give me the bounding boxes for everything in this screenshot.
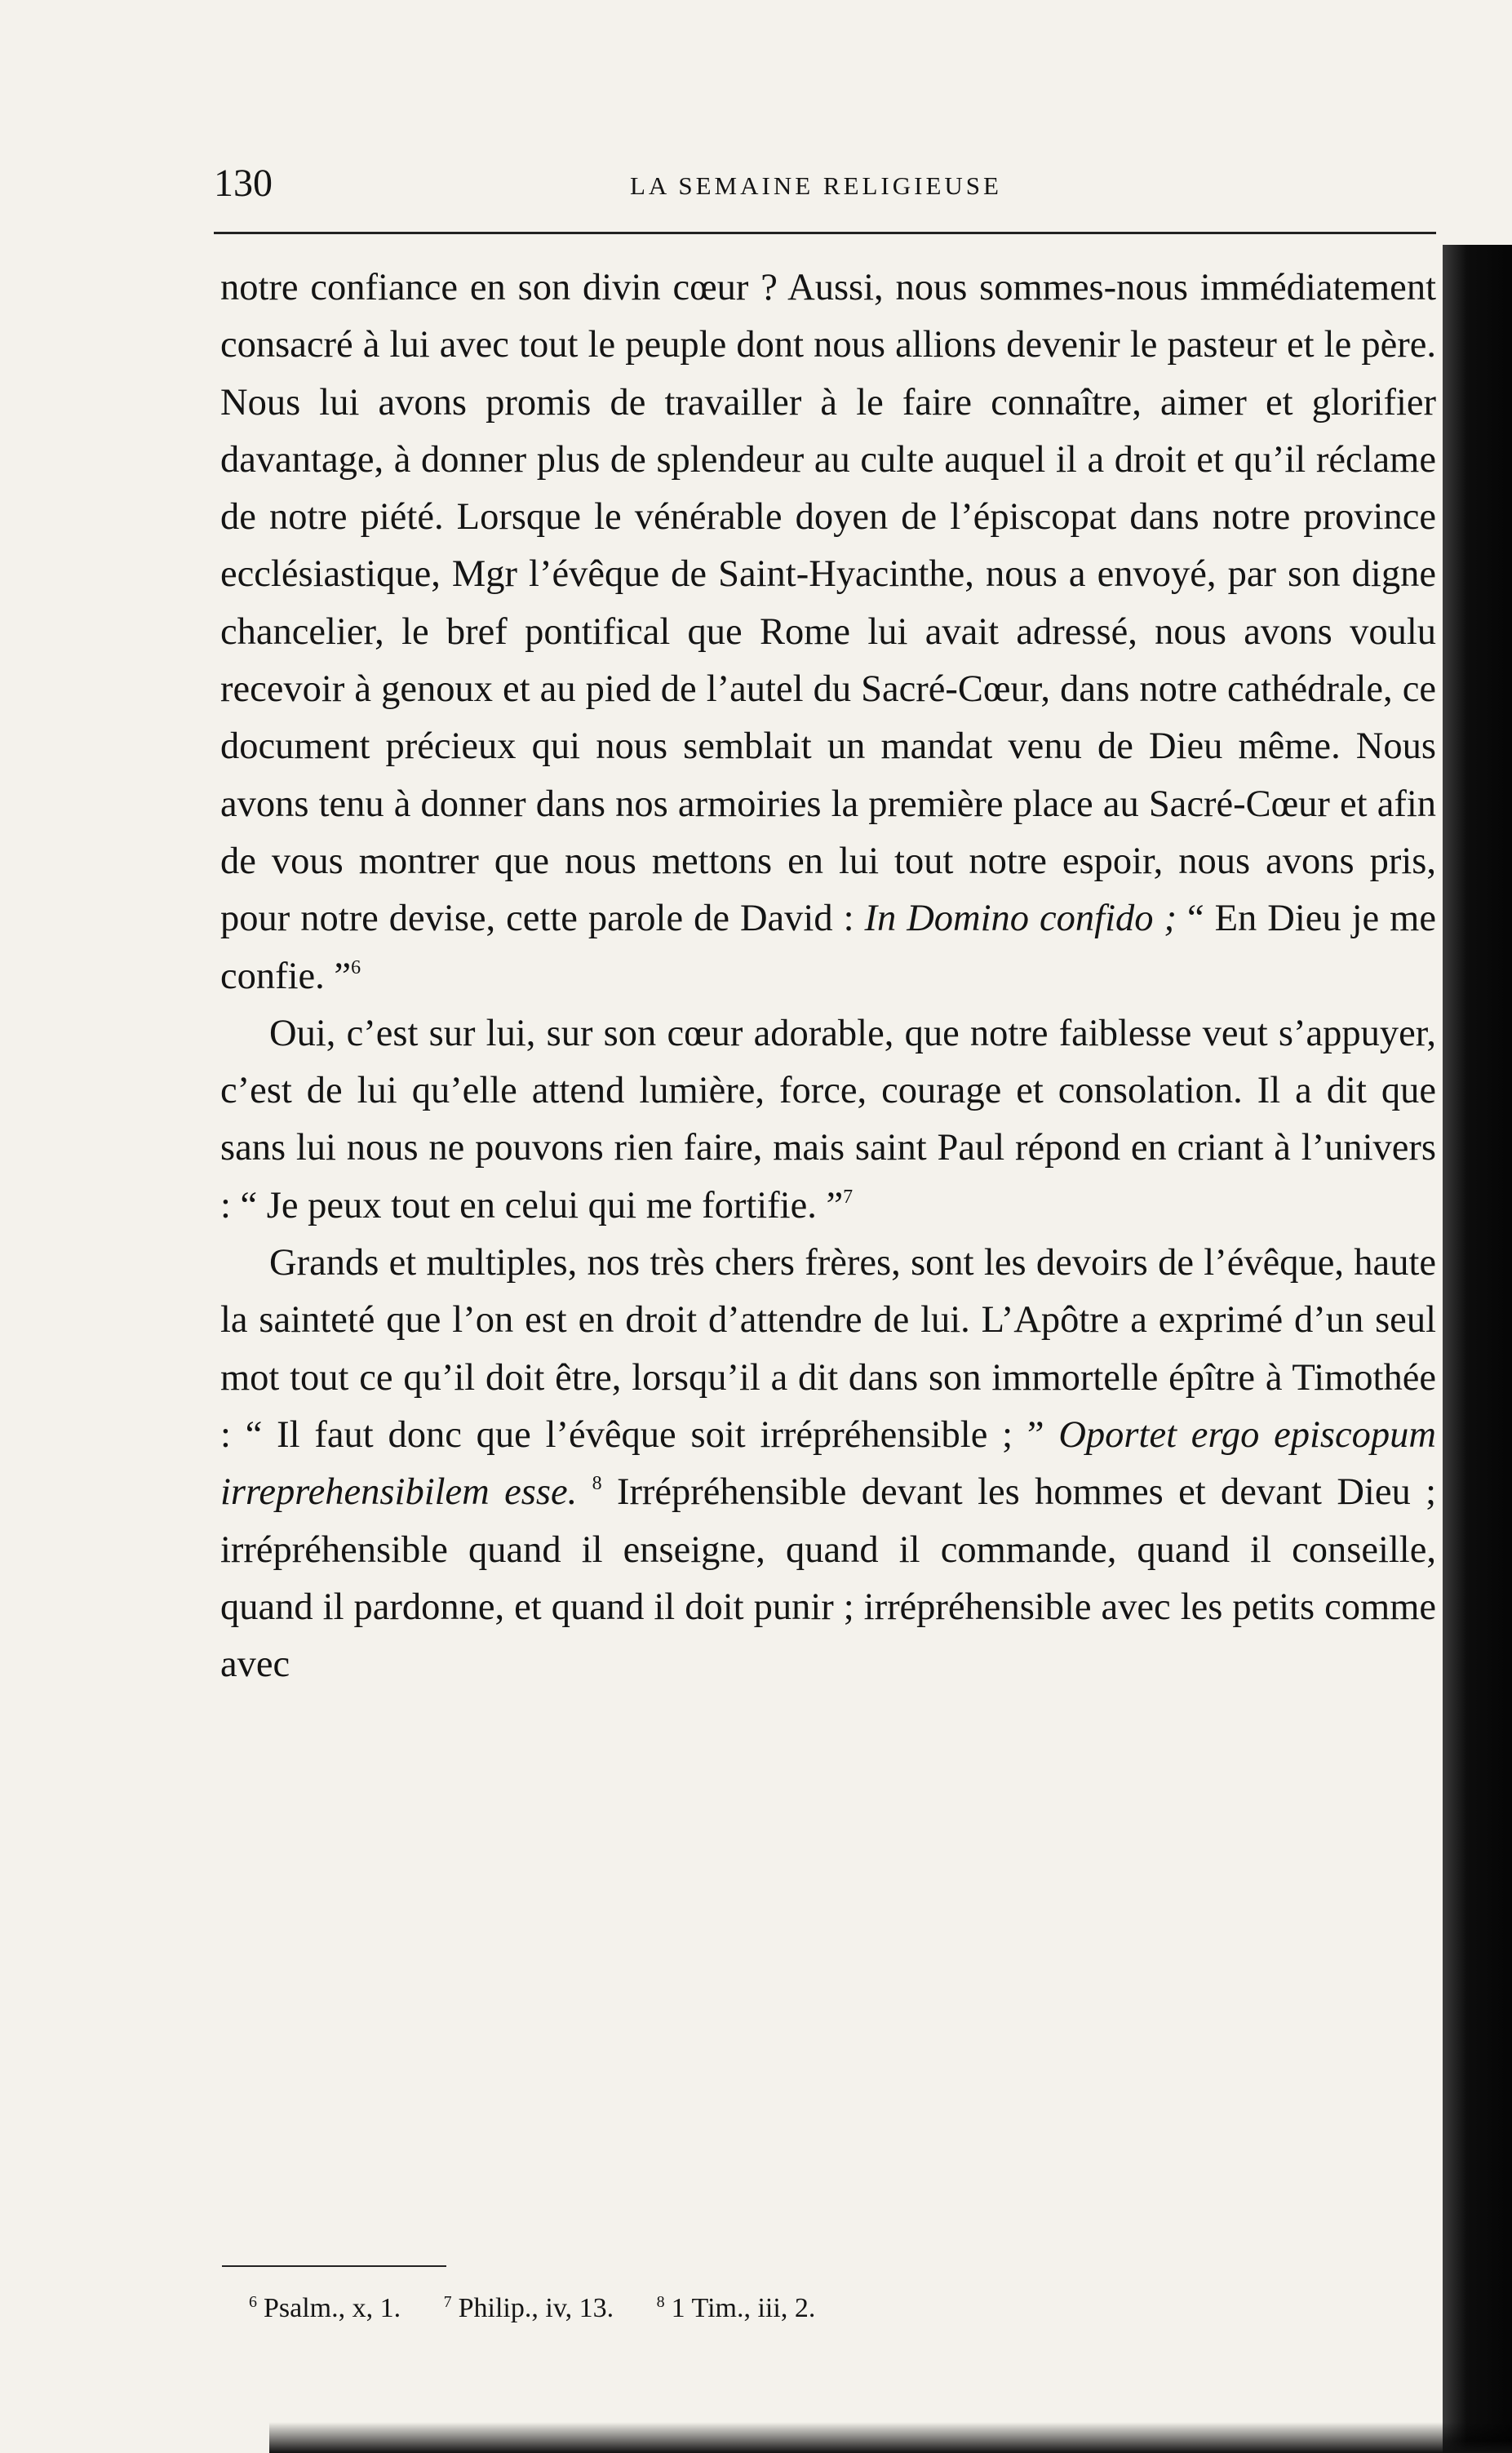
footnote-rule bbox=[222, 2265, 446, 2267]
paragraph-3 bbox=[220, 1235, 1436, 1693]
footnote-text: Psalm., x, 1. bbox=[264, 2293, 401, 2323]
header-rule bbox=[214, 232, 1436, 234]
paragraph-2 bbox=[220, 1005, 1436, 1235]
page-header bbox=[214, 159, 1421, 208]
footnote-mark: 6 bbox=[249, 2293, 257, 2311]
paragraph-3-text-end: Irrépréhensible devant les hommes et devant Dieu ; irrépréhensible quand il enseigne, quand il commande, quand il conseille, quand il pardonne, et quand il doit punir ; irrépréhensible avec les petits comme avec bbox=[220, 1471, 1436, 1686]
page-bottom-shadow bbox=[269, 2422, 1512, 2453]
footnote-6 bbox=[249, 2288, 401, 2329]
book-spine-shadow bbox=[1443, 245, 1512, 2453]
paragraph-1-text: notre confiance en son divin cœur ? Aussi, nous sommes-nous immédiatement consacré à lui avec tout le peuple dont nous allions devenir le pasteur et le père. Nous lui avons promis de travailler à le faire connaître, aimer et glorifier davantage, à donner plus de splendeur au culte auquel il a droit et qu’il réclame de notre piété. Lorsque le vénérable doyen de l’épiscopat dans notre province ecclésiastique, Mgr l’évêque de Saint-Hyacinthe, nous a envoyé, par son digne chancelier, le bref pontifical que Rome lui avait adressé, nous avons voulu recevoir à genoux et au pied de l’autel du Sacré-Cœur, dans notre cathédrale, ce document précieux qui nous semblait un mandat venu de Dieu même. Nous avons tenu à donner dans nos armoiries la première place au Sacré-Cœur et afin de vous montrer que nous mettons en lui tout notre espoir, nous avons pris, pour notre devise, cette parole de David : bbox=[220, 267, 1436, 940]
footnote-text: 1 Tim., iii, 2. bbox=[671, 2293, 816, 2323]
footnote-text: Philip., iv, 13. bbox=[458, 2293, 614, 2323]
footnote-7 bbox=[444, 2288, 614, 2329]
running-title: LA SEMAINE RELIGIEUSE bbox=[630, 171, 1002, 200]
paragraph-3-latin-quote: Oportet ergo episcopum irreprehensibilem esse. bbox=[220, 1413, 1436, 1514]
paragraph-1 bbox=[220, 259, 1436, 1005]
footnotes bbox=[249, 2288, 1310, 2329]
footnote-8 bbox=[657, 2288, 816, 2329]
paragraph-2-text: Oui, c’est sur lui, sur son cœur adorable, que notre faiblesse veut s’appuyer, c’est de lui qu’elle attend lumière, force, courage et consolation. Il a dit que sans lui nous ne pouvons rien faire, mais saint Paul répond en criant à l’univers : “ Je peux tout en celui qui me fortifie. ” bbox=[220, 1012, 1436, 1226]
footnote-ref-7: 7 bbox=[843, 1186, 854, 1208]
paragraph-3-text: Grands et multiples, nos très chers frères, sont les devoirs de l’évêque, haute la sainteté que l’on est en droit d’attendre de lui. L’Apôtre a exprimé d’un seul mot tout ce qu’il doit être, lorsqu’il a dit dans son immortelle épître à Timothée : “ Il faut donc que l’évêque soit irrépréhensible ; ” bbox=[220, 1242, 1436, 1456]
footnote-ref-6: 6 bbox=[351, 956, 361, 978]
footnote-ref-8: 8 bbox=[592, 1473, 602, 1495]
body-text bbox=[220, 259, 1436, 1693]
footnote-mark: 8 bbox=[656, 2293, 665, 2311]
page-number: 130 bbox=[214, 162, 273, 205]
paragraph-1-latin-motto: In Domino confido ; bbox=[864, 898, 1177, 940]
footnote-mark: 7 bbox=[443, 2293, 452, 2311]
paragraph-1-text-end: “ En Dieu je me confie. ” bbox=[220, 898, 1436, 997]
